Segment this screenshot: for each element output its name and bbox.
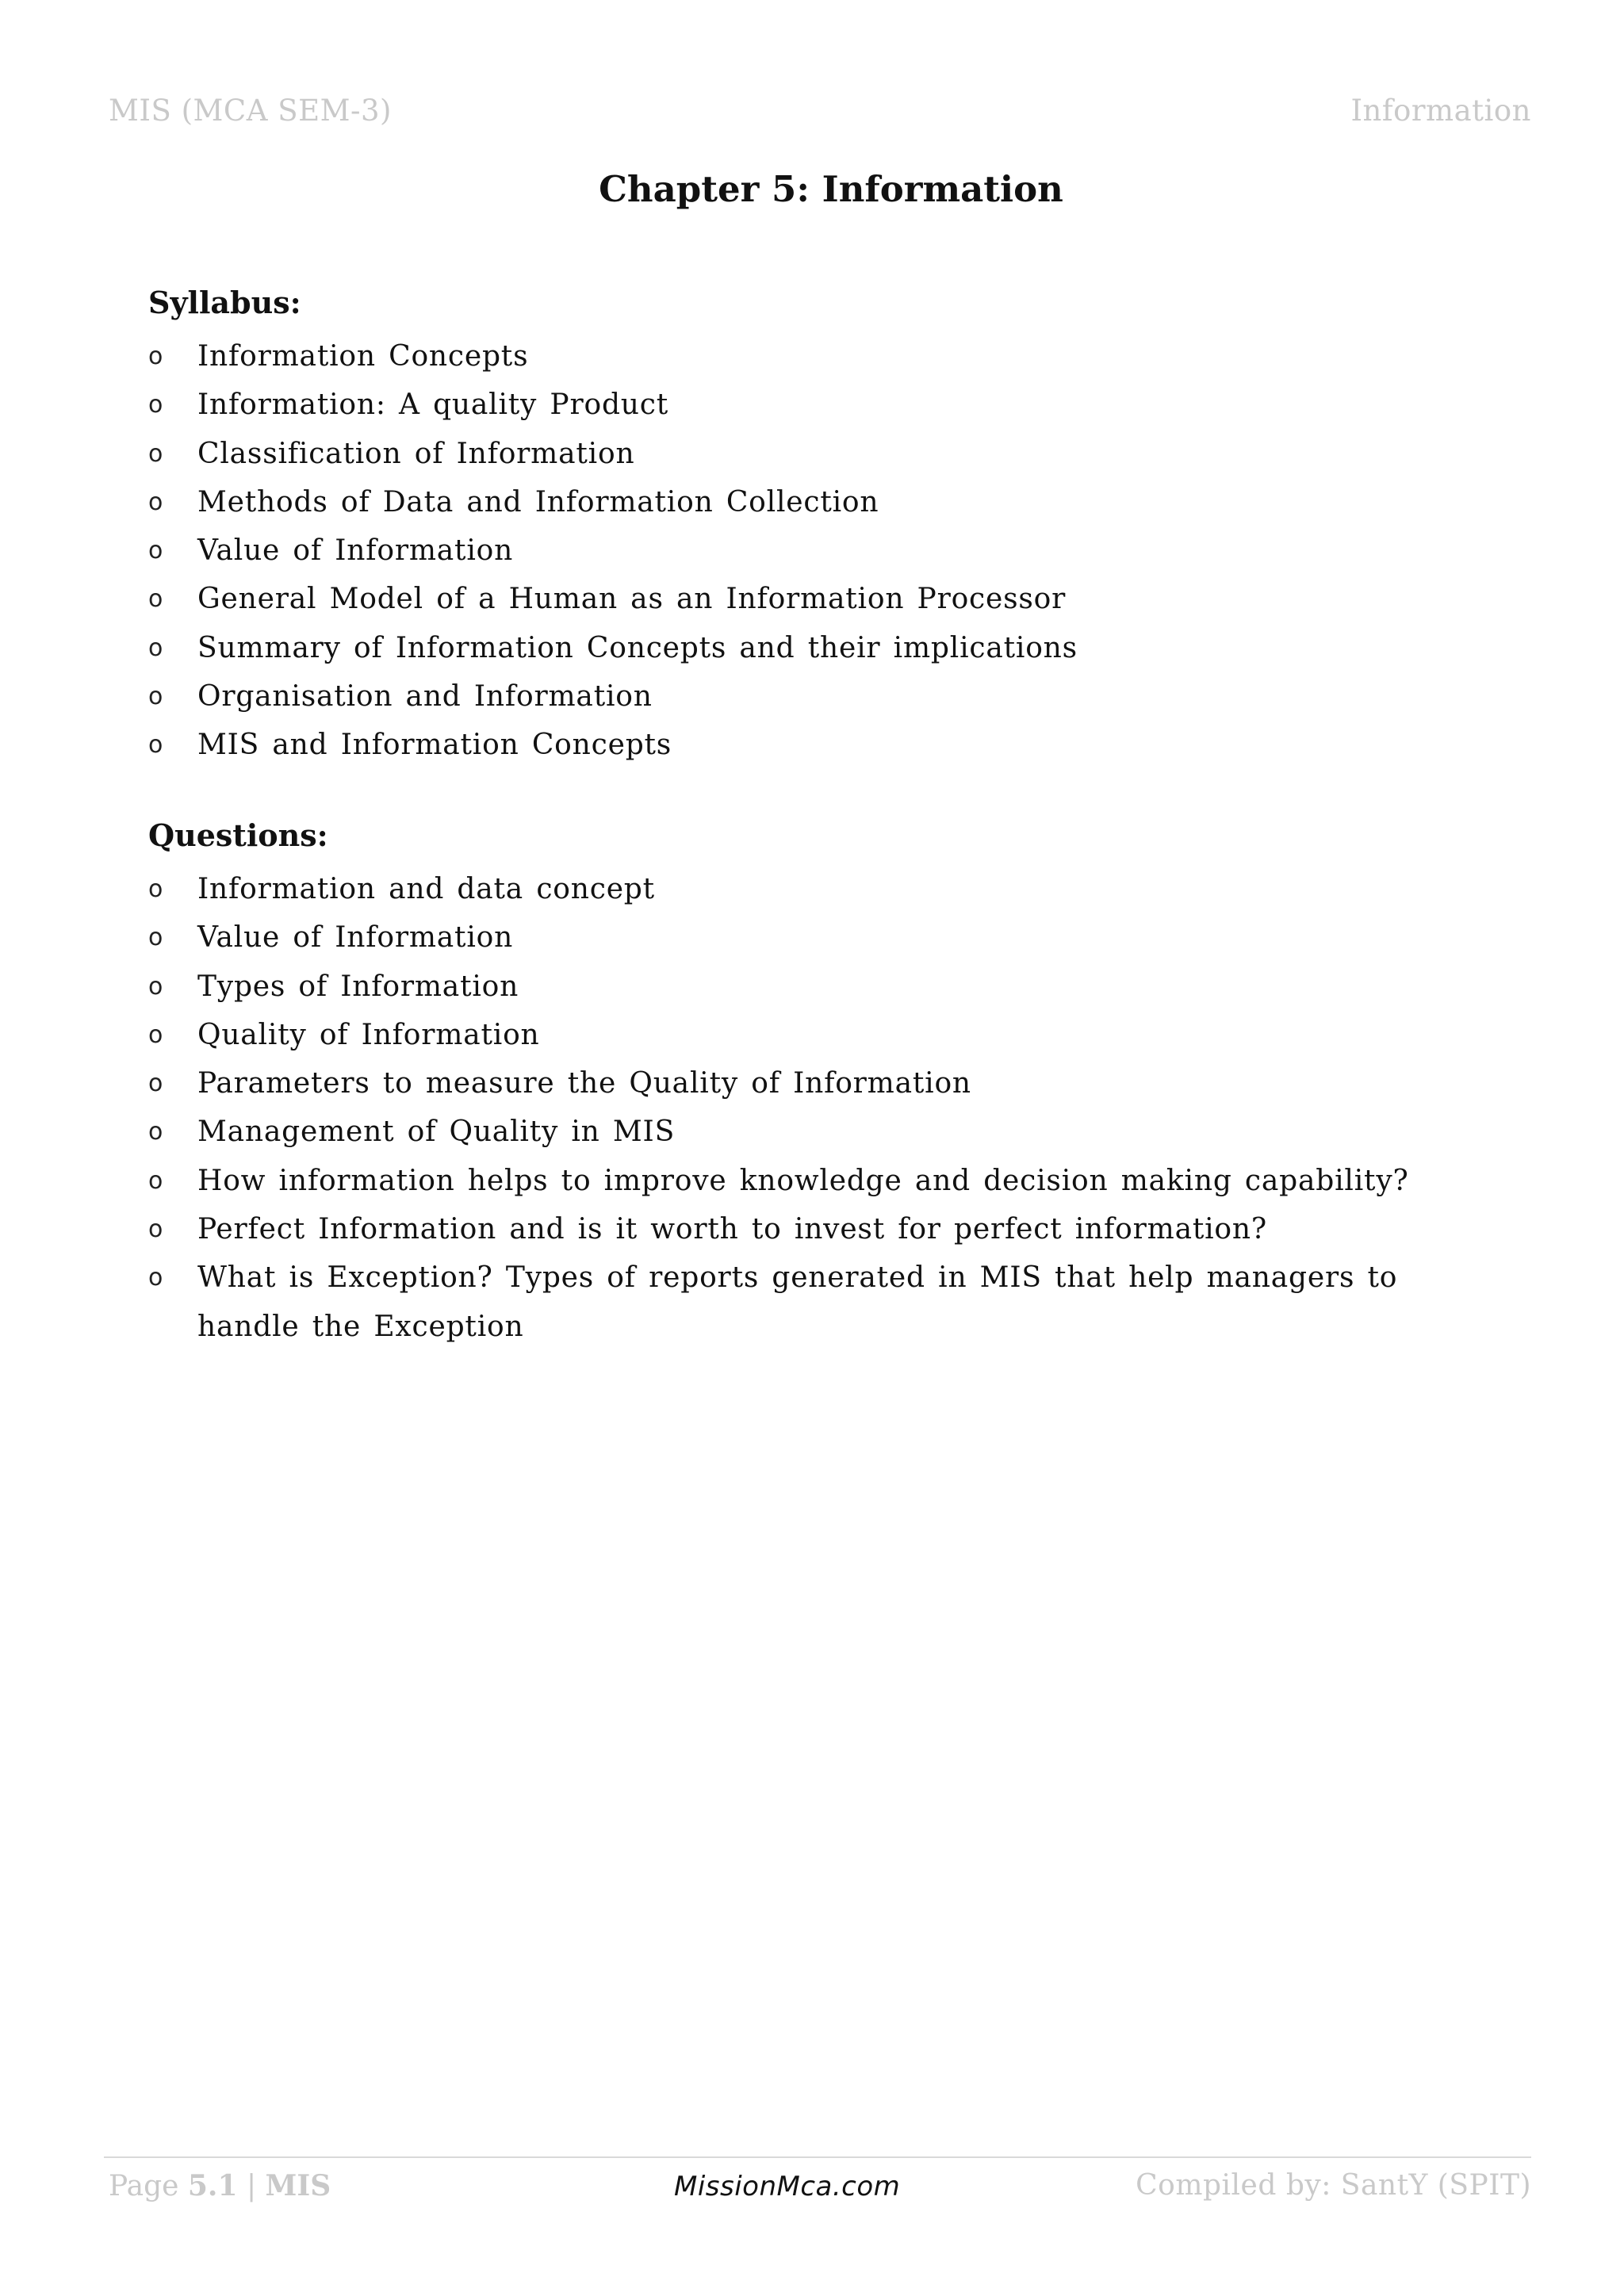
questions-heading: Questions:: [148, 817, 328, 853]
bullet-icon: o: [148, 488, 164, 516]
bullet-icon: o: [148, 924, 164, 952]
syllabus-item: [148, 624, 1496, 672]
footer-divider: [104, 2156, 1531, 2158]
bullet-icon: o: [148, 391, 164, 419]
syllabus-item: [148, 381, 1496, 429]
syllabus-list: [148, 332, 1496, 770]
syllabus-item-text: Organisation and Information: [197, 680, 653, 714]
question-item-text: What is Exception? Types of reports generated in MIS that help managers to handle the Exception: [197, 1261, 1398, 1343]
footer-page-label: [109, 2169, 331, 2202]
page-subject: MIS: [265, 2169, 331, 2202]
syllabus-item: [148, 721, 1496, 769]
question-item-text: Perfect Information and is it worth to invest for perfect information?: [197, 1213, 1267, 1246]
syllabus-item-text: MIS and Information Concepts: [197, 729, 672, 762]
header-right-text: Information: [1350, 94, 1531, 128]
syllabus-item-text: General Model of a Human as an Information Processor: [197, 583, 1067, 616]
syllabus-item: [148, 526, 1496, 575]
syllabus-item: [148, 478, 1496, 526]
question-item: [148, 1011, 1496, 1059]
bullet-icon: o: [148, 342, 164, 370]
syllabus-item-text: Classification of Information: [197, 437, 635, 470]
header-left-text: MIS (MCA SEM-3): [109, 94, 392, 128]
questions-section: [148, 817, 1496, 1351]
question-item: [148, 913, 1496, 962]
question-item-text: Information and data concept: [197, 873, 655, 905]
question-item-text: Types of Information: [197, 970, 519, 1003]
syllabus-item: [148, 332, 1496, 381]
page-number: 5.1: [187, 2169, 238, 2202]
question-item-text: Management of Quality in MIS: [197, 1115, 676, 1149]
question-item: [148, 1253, 1496, 1351]
syllabus-item-text: Methods of Data and Information Collection: [197, 485, 879, 519]
question-item-text: Value of Information: [197, 921, 514, 955]
syllabus-item: [148, 575, 1496, 623]
bullet-icon: o: [148, 633, 164, 662]
syllabus-section: [148, 284, 1496, 770]
question-item: [148, 1205, 1496, 1253]
bullet-icon: o: [148, 1166, 164, 1195]
syllabus-item-text: Information Concepts: [197, 340, 529, 373]
syllabus-item-text: Information: A quality Product: [197, 388, 668, 422]
question-item: [148, 865, 1496, 913]
bullet-icon: o: [148, 1215, 164, 1244]
bullet-icon: o: [148, 972, 164, 1001]
bullet-icon: o: [148, 731, 164, 760]
syllabus-item-text: Value of Information: [197, 534, 514, 568]
syllabus-heading: Syllabus:: [148, 285, 301, 320]
question-item: [148, 962, 1496, 1011]
questions-list: [148, 865, 1496, 1351]
question-item-text: Quality of Information: [197, 1018, 540, 1051]
question-item: [148, 1108, 1496, 1156]
question-item: [148, 1059, 1496, 1108]
bullet-icon: o: [148, 439, 164, 468]
question-item-text: Parameters to measure the Quality of Information: [197, 1067, 971, 1100]
bullet-icon: o: [148, 1118, 164, 1146]
syllabus-item: [148, 430, 1496, 478]
page-prefix: Page: [109, 2170, 188, 2202]
bullet-icon: o: [148, 585, 164, 614]
syllabus-item-text: Summary of Information Concepts and their implications: [197, 631, 1078, 664]
syllabus-item: [148, 672, 1496, 721]
question-item-text: How information helps to improve knowledge and decision making capability?: [197, 1164, 1409, 1197]
bullet-icon: o: [148, 1264, 164, 1292]
bullet-icon: o: [148, 683, 164, 711]
bullet-icon: o: [148, 537, 164, 565]
question-item: [148, 1157, 1496, 1205]
bullet-icon: o: [148, 1070, 164, 1098]
footer-credit: Compiled by: SantY (SPIT): [1136, 2169, 1531, 2202]
chapter-title: Chapter 5: Information: [599, 168, 1063, 210]
bullet-icon: o: [148, 875, 164, 903]
page-separator: |: [237, 2170, 266, 2202]
bullet-icon: o: [148, 1020, 164, 1049]
missionmca-logo: MissionMca.com: [674, 2171, 901, 2202]
